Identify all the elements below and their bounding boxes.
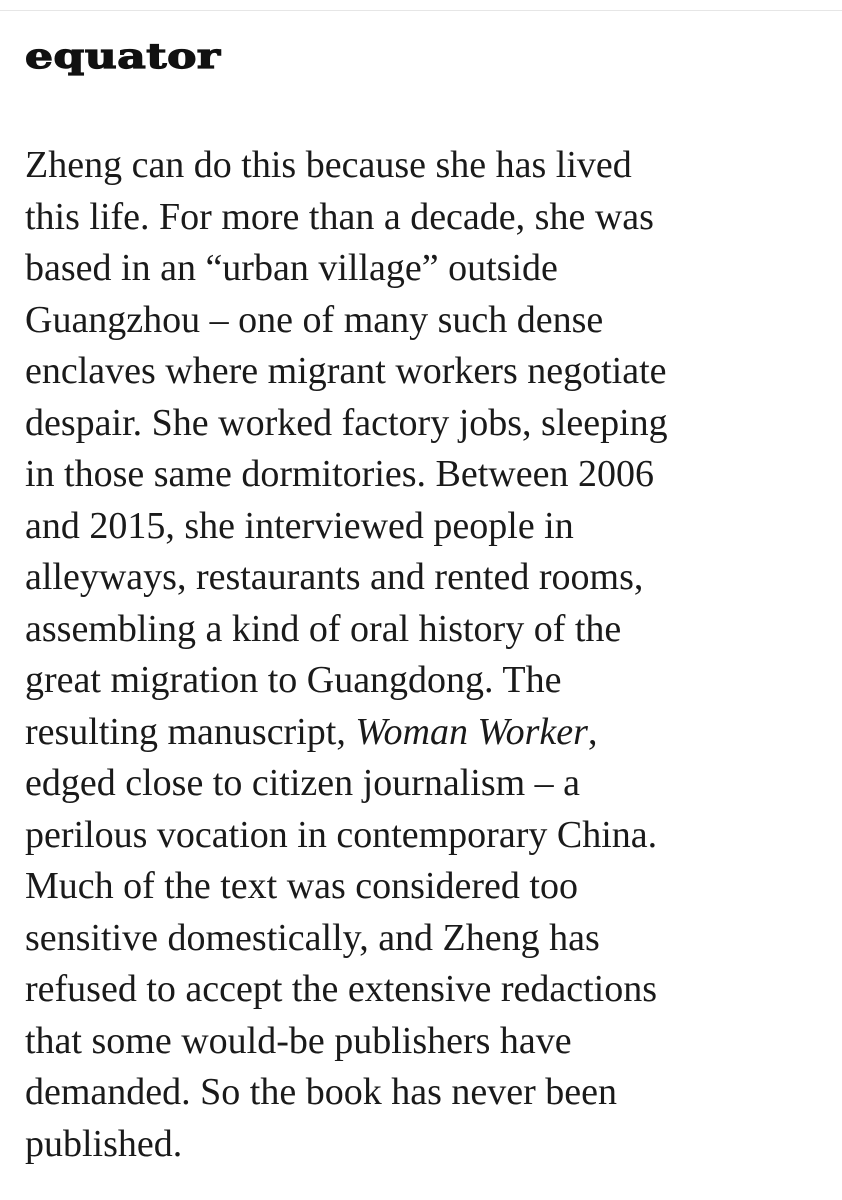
article-line: sensitive domestically, and Zheng has bbox=[25, 916, 600, 959]
article-line: that some would-be publishers have bbox=[25, 1019, 572, 1062]
article-line: despair. She worked factory jobs, sleeping bbox=[25, 401, 668, 444]
article-line: and 2015, she interviewed people in bbox=[25, 504, 574, 547]
article-line: refused to accept the extensive redactions bbox=[25, 968, 657, 1010]
article-line: demanded. So the book has never been bbox=[25, 1071, 617, 1113]
article-line: published. bbox=[25, 1122, 183, 1165]
article-line: in those same dormitories. Between 2006 bbox=[25, 453, 654, 495]
article-text-segment: , bbox=[587, 710, 598, 753]
article-line: alleyways, restaurants and rented rooms, bbox=[25, 556, 644, 598]
article-line bbox=[25, 707, 830, 759]
article-line: Much of the text was considered too bbox=[25, 865, 578, 907]
article-line: perilous vocation in contemporary China. bbox=[25, 813, 658, 856]
article-line: Guangzhou – one of many such dense bbox=[25, 298, 604, 341]
article-line: edged close to citizen journalism – a bbox=[25, 762, 581, 804]
article-line: assembling a kind of oral history of the bbox=[25, 607, 622, 650]
article-text-segment: resulting manuscript, bbox=[25, 710, 356, 753]
book-title: Woman Worker bbox=[355, 710, 588, 753]
article-line: great migration to Guangdong. The bbox=[25, 659, 562, 701]
article-body bbox=[25, 140, 830, 1170]
article-line: Zheng can do this because she has lived bbox=[25, 144, 632, 186]
top-divider bbox=[0, 10, 842, 11]
masthead-logo: equator bbox=[25, 36, 221, 77]
article-line: based in an “urban village” outside bbox=[25, 247, 558, 289]
article-line: enclaves where migrant workers negotiate bbox=[25, 350, 667, 392]
article-line: this life. For more than a decade, she was bbox=[25, 195, 654, 238]
